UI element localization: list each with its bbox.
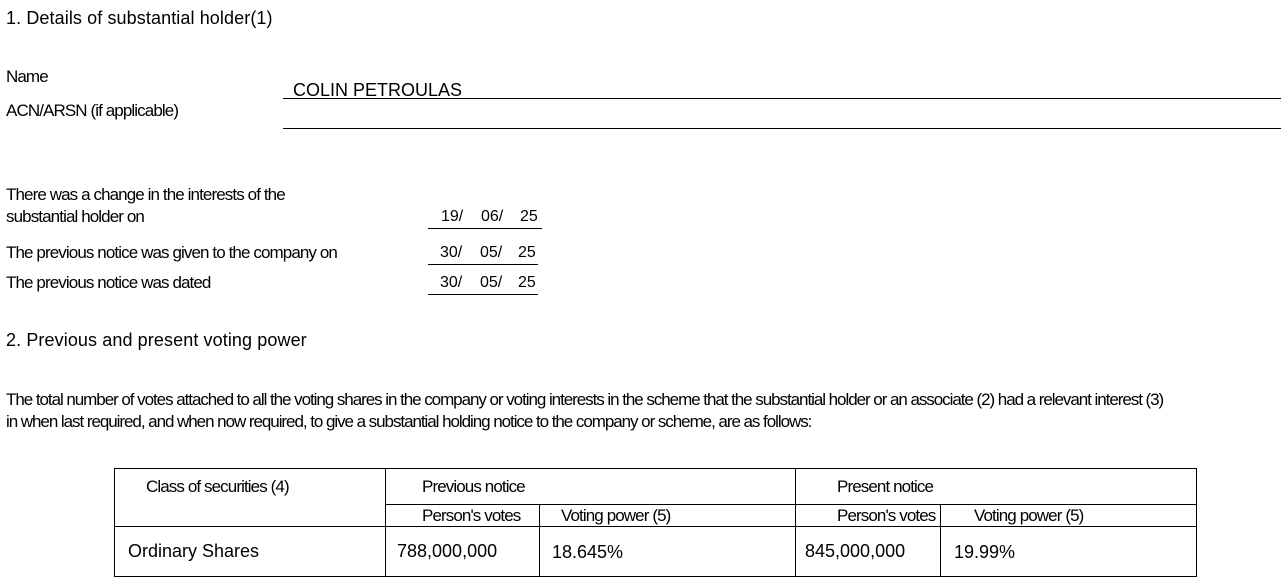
header-present-notice: Present notice (796, 469, 1197, 505)
prev-dated-label: The previous notice was dated (6, 273, 211, 292)
prev-given-date-year: 25 (518, 244, 536, 261)
prev-dated-date-month: 05/ (480, 274, 503, 291)
section-2-heading: 2. Previous and present voting power (6, 330, 307, 350)
header-prev-persons-votes: Person's votes (386, 505, 540, 527)
prev-given-date (428, 244, 538, 265)
voting-power-table (114, 468, 1197, 577)
header-pres-voting-power: Voting power (5) (941, 505, 1197, 527)
section-1-heading: 1. Details of substantial holder(1) (6, 8, 273, 28)
name-label: Name (6, 67, 48, 86)
change-label-line2: substantial holder on (6, 207, 144, 226)
change-label-line1: There was a change in the interests of the (6, 185, 285, 204)
change-date-month: 06/ (481, 208, 504, 225)
header-pres-persons-votes: Person's votes (796, 505, 941, 527)
name-underline (283, 98, 1281, 99)
acn-underline (283, 128, 1281, 129)
acn-label: ACN/ARSN (if applicable) (6, 101, 179, 120)
cell-pres-votes: 845,000,000 (796, 527, 941, 577)
header-previous-notice: Previous notice (386, 469, 796, 505)
cell-class: Ordinary Shares (115, 527, 386, 577)
header-prev-voting-power: Voting power (5) (540, 505, 796, 527)
cell-pres-power: 19.99% (941, 527, 1197, 577)
cell-prev-power: 18.645% (540, 527, 796, 577)
prev-given-date-day: 30/ (440, 244, 463, 261)
cell-prev-votes: 788,000,000 (386, 527, 540, 577)
prev-dated-date (428, 274, 538, 295)
prev-dated-date-year: 25 (518, 274, 536, 291)
table-row (115, 527, 1197, 577)
change-date (428, 208, 542, 229)
header-class-of-securities: Class of securities (4) (115, 469, 386, 527)
change-date-year: 25 (520, 208, 538, 225)
section-2-para-line2: in when last required, and when now required, to give a substantial holding notice to the company or scheme, are as follows: (6, 412, 812, 431)
change-date-day: 19/ (441, 208, 464, 225)
prev-given-label: The previous notice was given to the company on (6, 243, 337, 262)
prev-dated-date-day: 30/ (440, 274, 463, 291)
name-value: COLIN PETROULAS (293, 80, 463, 100)
prev-given-date-month: 05/ (480, 244, 503, 261)
section-2-para-line1: The total number of votes attached to all the voting shares in the company or voting interests in the scheme that the substantial holder or an associate (2) had a relevant interest (3) (6, 390, 1164, 409)
